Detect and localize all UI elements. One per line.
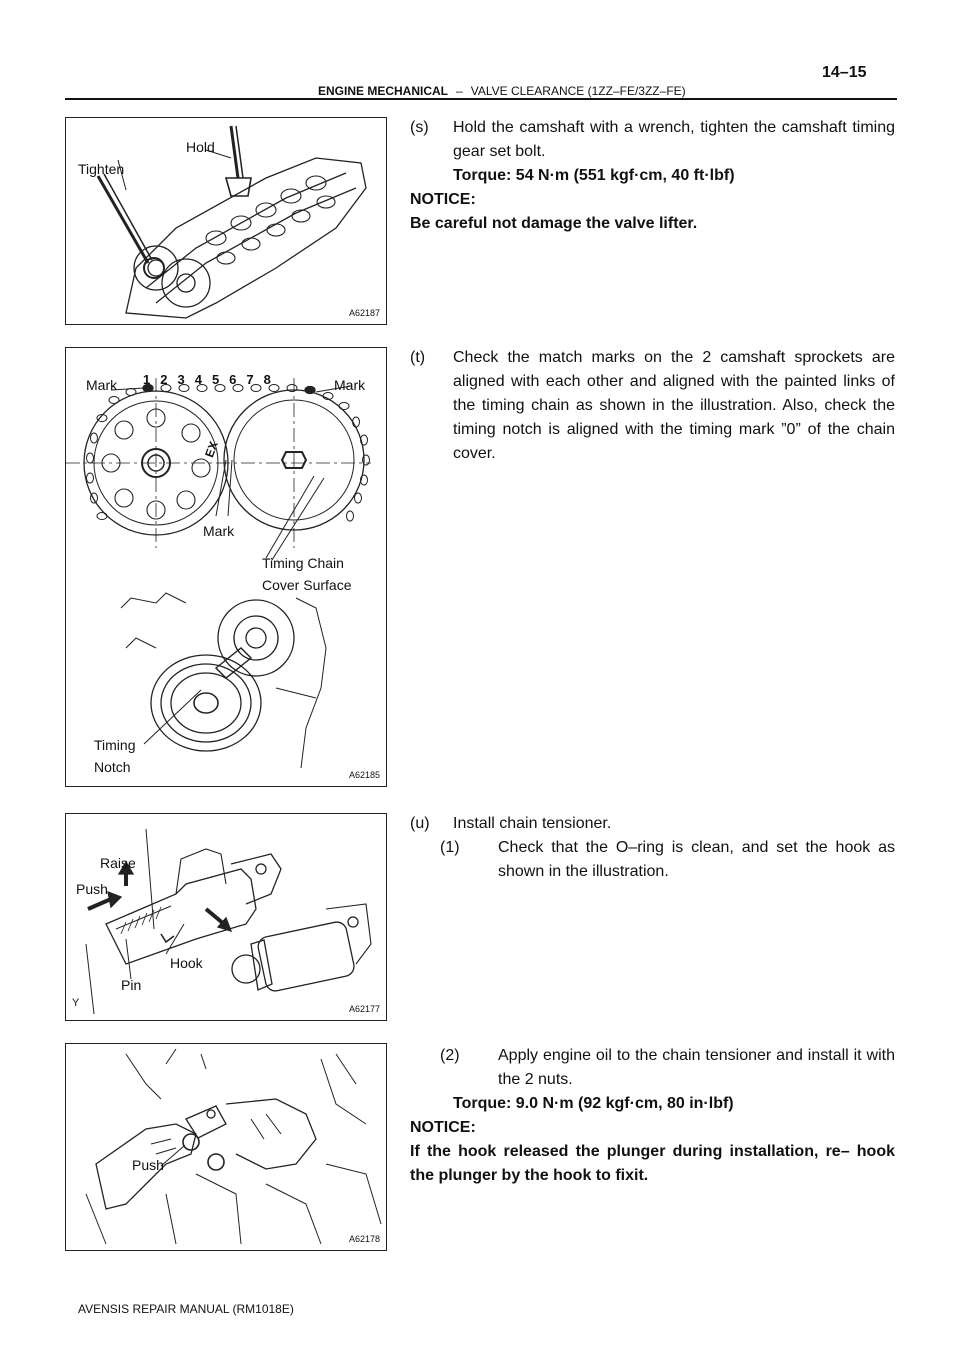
label-mark-right: Mark [334,377,366,393]
figure-chain-tensioner [65,813,387,1021]
step-t [410,346,895,476]
label-ex: EX [202,439,221,460]
chain-link-number: 1 [143,372,151,387]
substep-marker: (1) [440,839,460,856]
chain-link-numbers [143,372,271,387]
chain-link-number: 5 [211,372,220,387]
substep-2 [440,1044,895,1094]
label-push: Push [76,881,108,897]
notice-text: Be careful not damage the valve lifter. [410,215,698,232]
step-marker: (t) [410,349,426,366]
figure-id: A62187 [348,308,380,318]
step-text: Install chain tensioner. [453,815,612,832]
label-timing-line1: Timing [94,737,136,753]
header-subsection: VALVE CLEARANCE (1ZZ–FE/3ZZ–FE) [470,84,686,98]
notice-label: NOTICE: [410,1119,476,1136]
notice-label: NOTICE: [410,191,476,208]
label-timing-line2: Notch [94,759,131,775]
torque-spec: Torque: 54 N·m (551 kgf·cm, 40 ft·lbf) [453,167,735,184]
header-section: ENGINE MECHANICAL [318,84,449,98]
figure-id: A62178 [348,1234,380,1244]
figure-timing-marks [65,347,387,787]
install-tensioner-illustration [66,1044,387,1251]
chain-link-number: 2 [160,372,168,387]
chain-link-number: 3 [177,372,185,387]
label-timing-chain-line1: Timing Chain [262,555,344,571]
header-separator: – [456,84,463,98]
header-rule [65,98,897,100]
chain-link-number: 8 [263,372,271,387]
chain-tensioner-illustration [66,814,387,1021]
substep-text: Check that the O–ring is clean, and set the hook as shown in the illustration. [498,839,895,880]
camshaft-wrench-illustration [66,118,387,325]
figure-id: A62177 [348,1004,380,1014]
label-mark-left: Mark [86,377,118,393]
figure-install-tensioner [65,1043,387,1251]
figure-id: A62185 [348,770,380,780]
page-number: 14–15 [822,64,867,81]
label-mark-center: Mark [203,523,235,539]
substep-marker: (2) [440,1047,460,1064]
label-pin: Pin [121,977,142,993]
figure-camshaft-wrench [65,117,387,325]
notice-text: If the hook released the plunger during installation, re– hook the plunger by the hook to fixit. [410,1143,895,1184]
label-timing-chain-line2: Cover Surface [262,577,352,593]
substep-1 [440,836,895,886]
chain-link-number: 6 [229,372,237,387]
step-u [410,812,895,836]
label-hook: Hook [170,955,203,971]
running-header [318,84,686,98]
step-text: Check the match marks on the 2 camshaft sprockets are aligned with each other and aligned with the painted links of the timing chain as shown in the illustration. Also, check the timing notch is aligned with the timing mark ”0” of the chain cover. [453,349,895,462]
label-hold: Hold [186,139,215,155]
label-y: Y [72,997,80,1009]
footer-manual-id: AVENSIS REPAIR MANUAL (RM1018E) [78,1302,294,1316]
label-raise: Raise [100,855,136,871]
step-marker: (u) [410,815,430,832]
step-marker: (s) [410,119,429,136]
substep-text: Apply engine oil to the chain tensioner and install it with the 2 nuts. [498,1047,895,1088]
label-tighten: Tighten [78,161,125,177]
chain-link-number: 4 [194,372,202,387]
torque-spec: Torque: 9.0 N·m (92 kgf·cm, 80 in·lbf) [453,1095,734,1112]
label-push: Push [132,1157,164,1173]
step-text: Hold the camshaft with a wrench, tighten the camshaft timing gear set bolt. [453,119,895,160]
chain-link-number: 7 [246,372,254,387]
